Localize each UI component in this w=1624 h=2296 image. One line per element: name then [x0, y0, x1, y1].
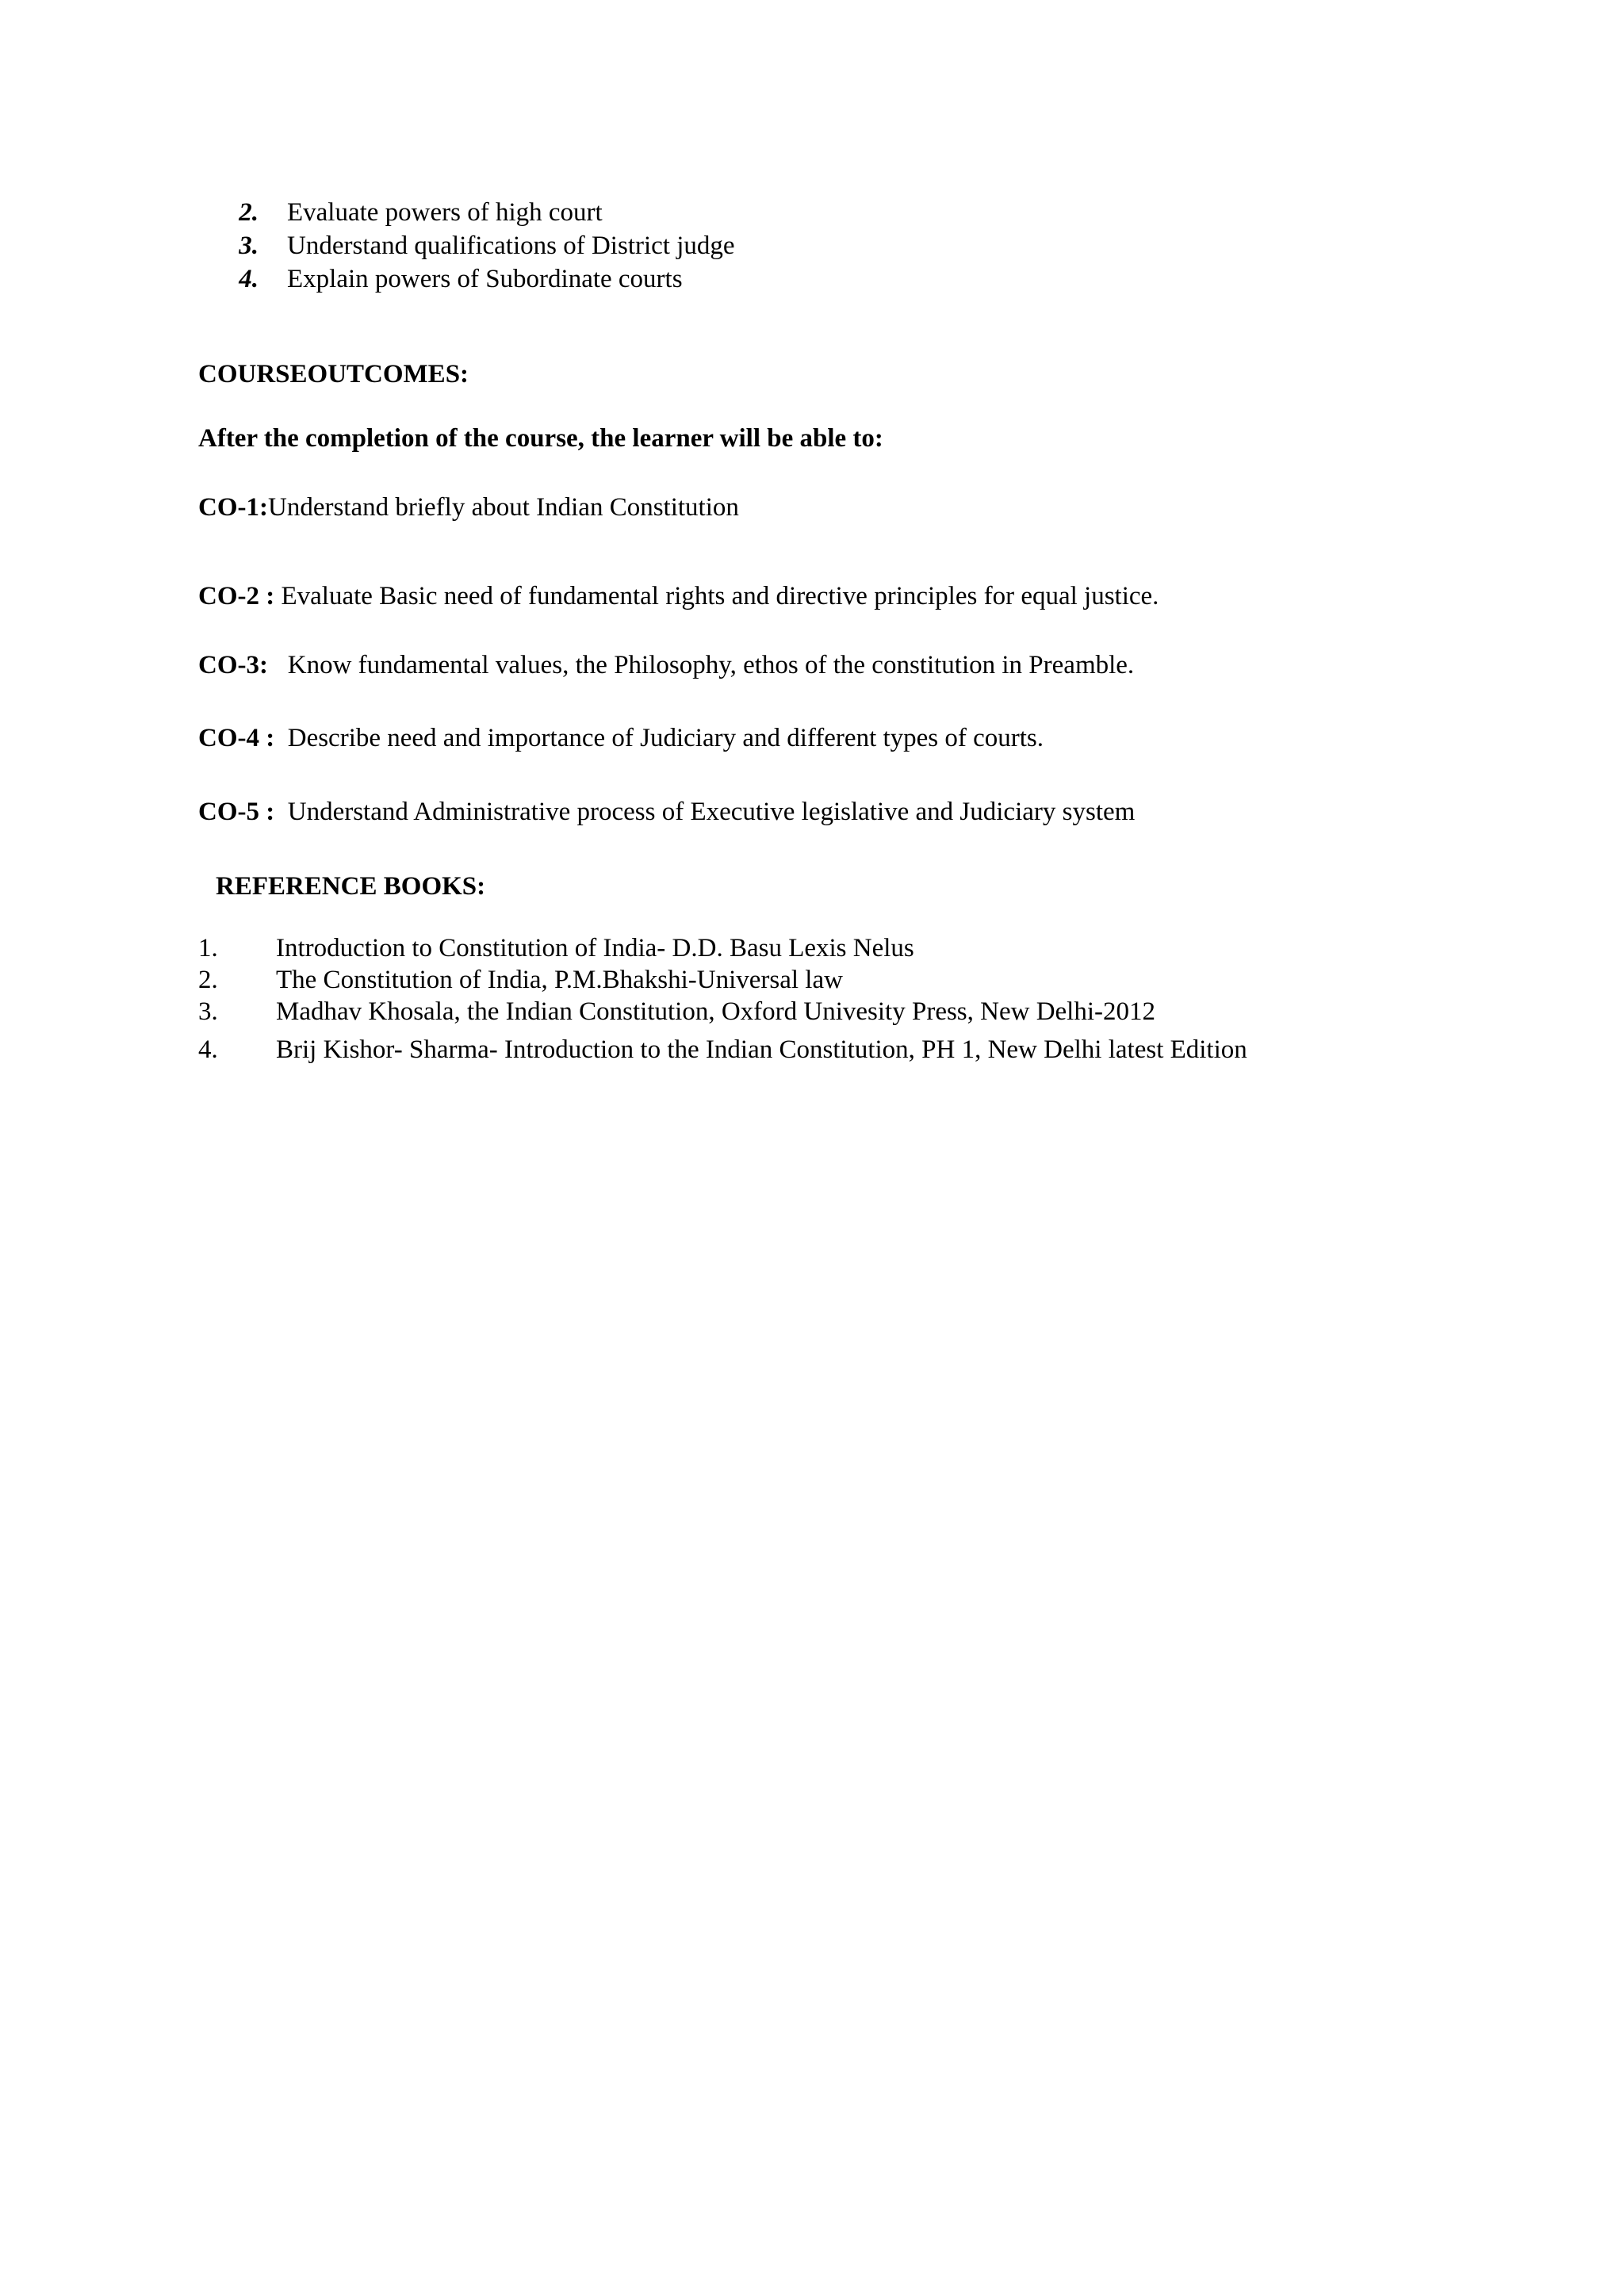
- reference-text: The Constitution of India, P.M.Bhakshi-Universal law: [276, 966, 843, 994]
- reference-text: Madhav Khosala, the Indian Constitution, Oxford Univesity Press, New Delhi-2012: [276, 997, 1156, 1026]
- outcome-text: Know fundamental values, the Philosophy, ethos of the constitution in Preamble.: [267, 651, 1135, 679]
- outcome-label: CO-1:: [198, 493, 268, 522]
- outcome-text: Describe need and importance of Judiciary and different types of courts.: [274, 724, 1044, 752]
- course-outcomes-heading: COURSEOUTCOMES:: [198, 360, 469, 388]
- outcome-co-4: [198, 722, 1044, 754]
- outcome-text: Understand briefly about Indian Constitution: [267, 493, 739, 522]
- outcome-co-1: [198, 492, 739, 523]
- outcome-co-2: [198, 580, 1159, 612]
- outcome-label: CO-3:: [198, 651, 268, 679]
- objective-number: 2.: [239, 198, 259, 227]
- outcome-label: CO-5 :: [198, 798, 275, 826]
- objective-text: Evaluate powers of high court: [287, 198, 603, 227]
- objective-text: Explain powers of Subordinate courts: [287, 265, 683, 293]
- outcome-co-5: [198, 796, 1135, 828]
- outcome-co-3: [198, 649, 1134, 681]
- reference-number: 4.: [198, 1035, 218, 1064]
- outcome-text: Evaluate Basic need of fundamental rights and directive principles for equal justice.: [274, 582, 1159, 610]
- objective-number: 3.: [239, 232, 259, 260]
- outcome-text: Understand Administrative process of Executive legislative and Judiciary system: [274, 798, 1136, 826]
- reference-books-heading: REFERENCE BOOKS:: [216, 872, 486, 901]
- course-outcomes-intro: After the completion of the course, the learner will be able to:: [198, 424, 883, 453]
- objective-number: 4.: [239, 265, 259, 293]
- objective-text: Understand qualifications of District judge: [287, 232, 735, 260]
- reference-number: 1.: [198, 934, 218, 962]
- reference-text: Introduction to Constitution of India- D.D. Basu Lexis Nelus: [276, 934, 914, 962]
- reference-number: 3.: [198, 997, 218, 1026]
- outcome-label: CO-2 :: [198, 582, 275, 610]
- outcome-label: CO-4 :: [198, 724, 275, 752]
- reference-number: 2.: [198, 966, 218, 994]
- reference-text: Brij Kishor- Sharma- Introduction to the Indian Constitution, PH 1, New Delhi latest Edition: [276, 1035, 1247, 1064]
